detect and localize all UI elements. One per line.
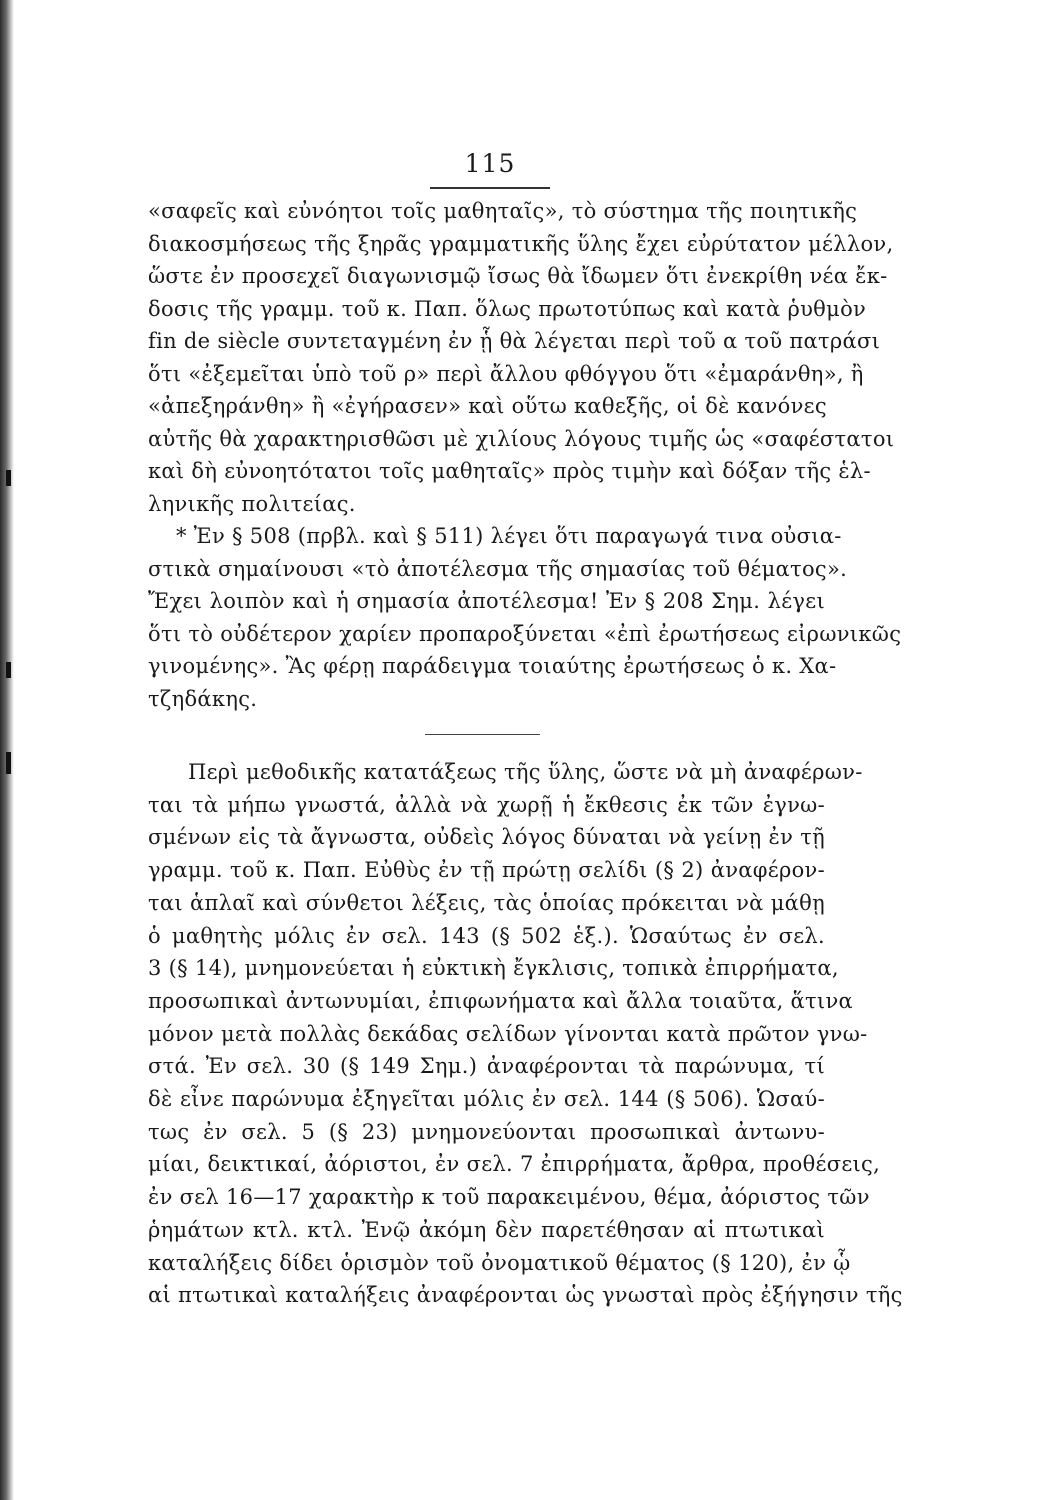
- text-line: ται ἁπλαῖ καὶ σύνθετοι λέξεις, τὰς ὁποίας πρόκειται νὰ μάθῃ: [148, 890, 825, 915]
- text-line: σμένων εἰς τὰ ἄγνωστα, οὐδεὶς λόγος δύναται νὰ γείνῃ ἐν τῇ: [148, 825, 825, 850]
- footnote-line: * Ἐν § 508 (πρβλ. καὶ § 511) λέγει ὅτι παραγωγά τινα οὐσια-: [176, 524, 842, 548]
- text-line: ται τὰ μήπω γνωστά, ἀλλὰ νὰ χωρῇ ἡ ἔκθεσις ἐκ τῶν ἐγνω-: [148, 792, 825, 817]
- edge-ink-mark: [6, 662, 11, 678]
- paragraph-1: [148, 195, 895, 520]
- text-line: διακοσμήσεως τῆς ξηρᾶς γραμματικῆς ὕλης ἔχει εὐρύτατον μέλλον,: [148, 231, 894, 256]
- text-line: προσωπικαὶ ἀντωνυμίαι, ἐπιφωνήματα καὶ ἄλλα τοιαῦτα, ἅτινα: [148, 988, 853, 1013]
- footnote-line: στικὰ σημαίνουσι «τὸ ἀποτέλεσμα τῆς σημασίας τοῦ θέματος».: [148, 556, 848, 581]
- footnote-line: ὅτι τὸ οὐδέτερον χαρίεν προπαροξύνεται «ἐπὶ ἐρωτήσεως εἰρωνικῶς: [148, 621, 902, 646]
- edge-ink-mark: [6, 470, 11, 486]
- text-line: «ἀπεξηράνθη» ἢ «ἐγήρασεν» καὶ οὕτω καθεξῆς, οἱ δὲ κανόνες: [148, 394, 827, 418]
- text-line: καὶ δὴ εὐνοητότατοι τοῖς μαθηταῖς» πρὸς τιμὴν καὶ δόξαν τῆς ἑλ-: [148, 459, 871, 483]
- text-line: στά. Ἐν σελ. 30 (§ 149 Σημ.) ἀναφέρονται τὰ παρώνυμα, τί: [148, 1054, 825, 1079]
- text-line: αὐτῆς θὰ χαρακτηρισθῶσι μὲ χιλίους λόγους τιμῆς ὡς «σαφέστατοι: [148, 426, 895, 451]
- text-line: μόνον μετὰ πολλὰς δεκάδας σελίδων γίνονται κατὰ πρῶτον γνω-: [148, 1021, 868, 1046]
- text-line: καταλήξεις δίδει ὁρισμὸν τοῦ ὀνοματικοῦ θέματος (§ 120), ἐν ᾧ: [148, 1250, 851, 1275]
- text-line: αἱ πτωτικαὶ καταλήξεις ἀναφέρονται ὡς γνωσταὶ πρὸς ἐξήγησιν τῆς: [148, 1283, 903, 1308]
- text-line: γραμμ. τοῦ κ. Παπ. Εὐθὺς ἐν τῇ πρώτῃ σελίδι (§ 2) ἀναφέρον-: [148, 858, 825, 883]
- text-line: δοσις τῆς γραμμ. τοῦ κ. Παπ. ὅλως πρωτοτύπως καὶ κατὰ ῥυθμὸν: [148, 296, 867, 321]
- text-line: ὥστε ἐν προσεχεῖ διαγωνισμῷ ἴσως θὰ ἴδωμεν ὅτι ἐνεκρίθη νέα ἔκ-: [148, 264, 888, 288]
- footnote-line: τζηδάκης.: [148, 686, 258, 711]
- footnote-line: Ἔχει λοιπὸν καὶ ἡ σημασία ἀποτέλεσμα! Ἐν § 208 Σημ. λέγει: [148, 589, 825, 613]
- text-line: ὁ μαθητὴς μόλις ἐν σελ. 143 (§ 502 ἑξ.). Ὡσαύτως ἐν σελ.: [148, 923, 825, 948]
- text-line: ῥημάτων κτλ. κτλ. Ἐνῷ ἀκόμη δὲν παρετέθησαν αἱ πτωτικαὶ: [148, 1217, 825, 1242]
- header-rule: [430, 187, 550, 189]
- text-line: μίαι, δεικτικαί, ἀόριστοι, ἐν σελ. 7 ἐπιρρήματα, ἄρθρα, προθέσεις,: [148, 1152, 881, 1177]
- edge-ink-mark: [6, 752, 11, 774]
- text-line: ληνικῆς πολιτείας.: [148, 491, 356, 516]
- page-number: 115: [464, 149, 516, 178]
- text-line: τως ἐν σελ. 5 (§ 23) μνημονεύονται προσωπικαὶ ἀντωνυ-: [148, 1119, 825, 1144]
- text-line: Περὶ μεθοδικῆς κατατάξεως τῆς ὕλης, ὥστε νὰ μὴ ἀναφέρων-: [188, 760, 863, 784]
- section-divider: [425, 734, 540, 735]
- paragraph-2: [148, 756, 903, 1312]
- text-line: ὅτι «ἐξεμεῖται ὑπὸ τοῦ ρ» περὶ ἄλλου φθόγγου ὅτι «ἐμαράνθη», ἢ: [148, 361, 864, 386]
- page-edge-shadow: [0, 0, 14, 1500]
- text-line: ἐν σελ 16—17 χαρακτὴρ κ τοῦ παρακειμένου, θέμα, ἀόριστος τῶν: [148, 1185, 870, 1210]
- text-line: δὲ εἶνε παρώνυμα ἐξηγεῖται μόλις ἐν σελ. 144 (§ 506). Ὡσαύ-: [148, 1087, 825, 1112]
- footnote: [148, 520, 902, 715]
- text-line: 3 (§ 14), μνημονεύεται ἡ εὐκτικὴ ἔγκλισις, τοπικὰ ἐπιρρήματα,: [148, 956, 839, 981]
- footnote-line: γινομένης». Ἂς φέρῃ παράδειγμα τοιαύτης ἐρωτήσεως ὁ κ. Χα-: [148, 654, 837, 678]
- text-line: «σαφεῖς καὶ εὐνόητοι τοῖς μαθηταῖς», τὸ σύστημα τῆς ποιητικῆς: [148, 199, 858, 223]
- text-line: fin de siècle συντεταγμένη ἐν ᾗ θὰ λέγεται περὶ τοῦ α τοῦ πατράσι: [148, 329, 881, 353]
